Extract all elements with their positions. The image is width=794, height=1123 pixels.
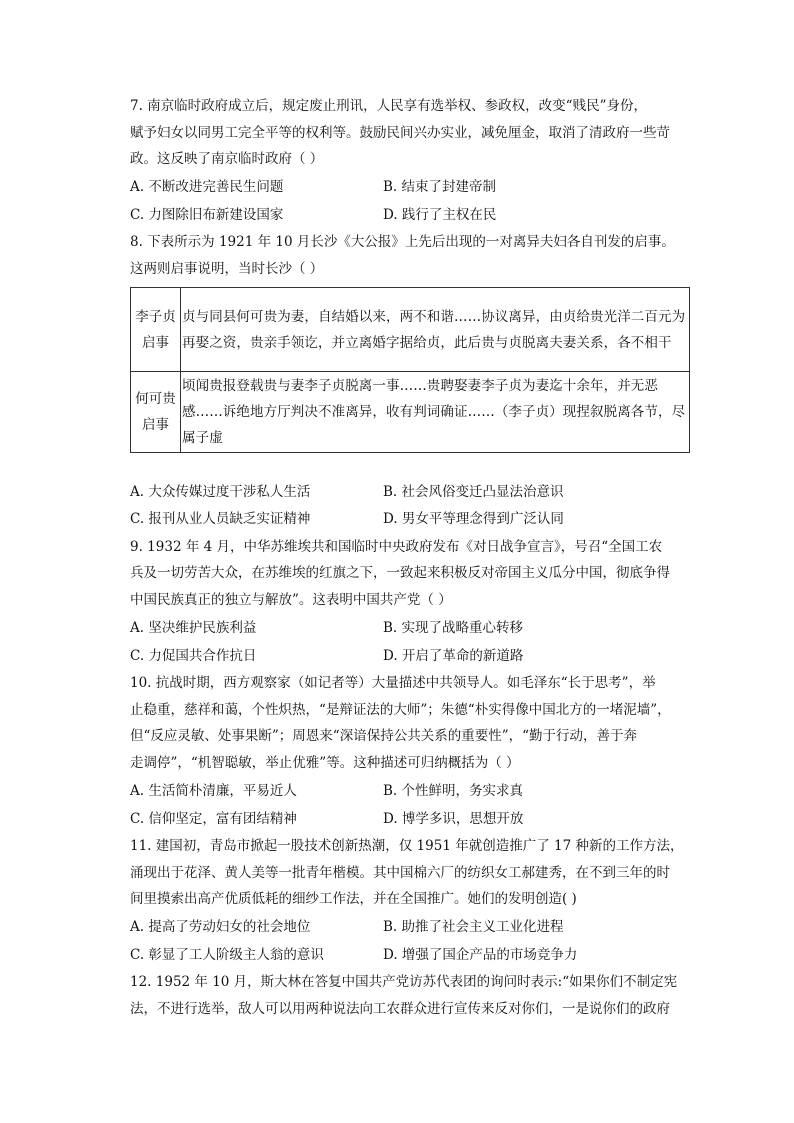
- question-11-option-b[interactable]: B. 助推了社会主义工业化进程: [383, 919, 564, 935]
- question-9-option-c[interactable]: C. 力促国共合作抗日: [130, 648, 257, 664]
- question-9-line-2: 兵及一切劳苦大众，在苏维埃的红旗之下，一致起来积极反对帝国主义瓜分中国，彻底争得: [130, 565, 670, 581]
- question-10-option-c[interactable]: C. 信仰坚定，富有团结精神: [130, 811, 297, 827]
- table-row: [131, 288, 690, 372]
- table-row: [131, 372, 690, 453]
- question-8-option-b[interactable]: B. 社会风俗变迁凸显法治意识: [383, 484, 564, 500]
- question-12-line-2: 法，不进行选举，敌人可以用两种说法向工农群众进行宣传来反对你们，一是说你们的政府: [130, 1001, 670, 1017]
- question-8-option-d[interactable]: D. 男女平等理念得到广泛认同: [383, 511, 564, 527]
- question-12-line-1: 12. 1952 年 10 月，斯大林在答复中国共产党访苏代表团的询问时表示:“如果你们不制定宪: [130, 974, 678, 990]
- question-9-option-d[interactable]: D. 开启了革命的新道路: [383, 648, 524, 664]
- notice-content: 贞与同县何可贵为妻，自结婚以来，两不和谐……协议离异，由贞给贵光洋二百元为再娶之资，贵亲手领讫，并立离婚字据给贞，此后贵与贞脱离夫妻关系，各不相干: [181, 288, 690, 372]
- question-7-line-1: 7. 南京临时政府成立后，规定废止刑讯，人民享有选举权、参政权，改变“贱民”身份，: [130, 98, 647, 114]
- question-10-option-b[interactable]: B. 个性鲜明，务实求真: [383, 783, 524, 799]
- question-10-line-1: 10. 抗战时期，西方观察家（如记者等）大量描述中共领导人。如毛泽东“长于思考”，举: [130, 675, 656, 691]
- question-9-option-a[interactable]: A. 坚决维护民族利益: [130, 620, 257, 636]
- notice-label: 李子贞启事: [131, 288, 181, 372]
- question-11-option-c[interactable]: C. 彰显了工人阶级主人翁的意识: [130, 947, 324, 963]
- question-11-line-2: 涌现出于花泽、黄人美等一批青年楷模。其中国棉六厂的纺织女工郝建秀，在不到三年的时: [130, 865, 670, 881]
- notice-label: 何可贵启事: [131, 372, 181, 453]
- question-7-option-a[interactable]: A. 不断改进完善民生问题: [130, 179, 284, 195]
- question-9-option-b[interactable]: B. 实现了战略重心转移: [383, 620, 524, 636]
- question-10-line-2: 止稳重，慈祥和蔼，个性炽热，“是辩证法的大师”；朱德“朴实得像中国北方的一堵泥墙”，: [130, 702, 671, 718]
- question-8-line-2: 这两则启事说明，当时长沙（ ）: [130, 261, 324, 277]
- question-11-option-a[interactable]: A. 提高了劳动妇女的社会地位: [130, 919, 311, 935]
- question-8-option-c[interactable]: C. 报刊从业人员缺乏实证精神: [130, 511, 311, 527]
- question-9-line-3: 中国民族真正的独立与解放”。这表明中国共产党（ ）: [130, 592, 452, 608]
- question-7-option-c[interactable]: C. 力图除旧布新建设国家: [130, 207, 284, 223]
- question-7-option-d[interactable]: D. 践行了主权在民: [383, 207, 497, 223]
- question-11-option-d[interactable]: D. 增强了国企产品的市场竞争力: [383, 947, 578, 963]
- question-10-line-3: 但“反应灵敏、处事果断”；周恩来“深谙保持公共关系的重要性”，“勤于行动，善于奔: [130, 728, 638, 744]
- question-11-line-3: 间里摸索出高产优质低耗的细纱工作法，并在全国推广。她们的发明创造( ): [130, 891, 577, 907]
- question-9-line-1: 9. 1932 年 4 月，中华苏维埃共和国临时中央政府发布《对日战争宣言》，号召“全国工农: [130, 539, 663, 555]
- question-8-option-a[interactable]: A. 大众传媒过度干涉私人生活: [130, 484, 311, 500]
- question-10-option-d[interactable]: D. 博学多识，思想开放: [383, 811, 524, 827]
- question-10-line-4: 走调停”，“机智聪敏，举止优雅”等。这种描述可归纳概括为（ ）: [130, 755, 520, 771]
- notice-content: 顷闻贵报登载贵与妻李子贞脱离一事……贵聘娶妻李子贞为妻迄十余年，并无恶感……诉绝地方厅判决不准离异，收有判词确证……（李子贞）现捏叙脱离各节，尽属子虚: [181, 372, 690, 453]
- question-8-line-1: 8. 下表所示为 1921 年 10 月长沙《大公报》上先后出现的一对离异夫妇各自刊发的启事。: [130, 234, 675, 250]
- question-7-line-3: 政。这反映了南京临时政府（ ）: [130, 151, 324, 167]
- question-11-line-1: 11. 建国初，青岛市掀起一股技术创新热潮，仅 1951 年就创造推广了 17 种新的工作方法，: [130, 838, 684, 854]
- question-10-option-a[interactable]: A. 生活简朴清廉，平易近人: [130, 783, 297, 799]
- question-7-option-b[interactable]: B. 结束了封建帝制: [383, 179, 497, 195]
- notice-table: [130, 287, 690, 453]
- question-7-line-2: 赋予妇女以同男工完全平等的权利等。鼓励民间兴办实业，减免厘金，取消了清政府一些苛: [130, 125, 670, 141]
